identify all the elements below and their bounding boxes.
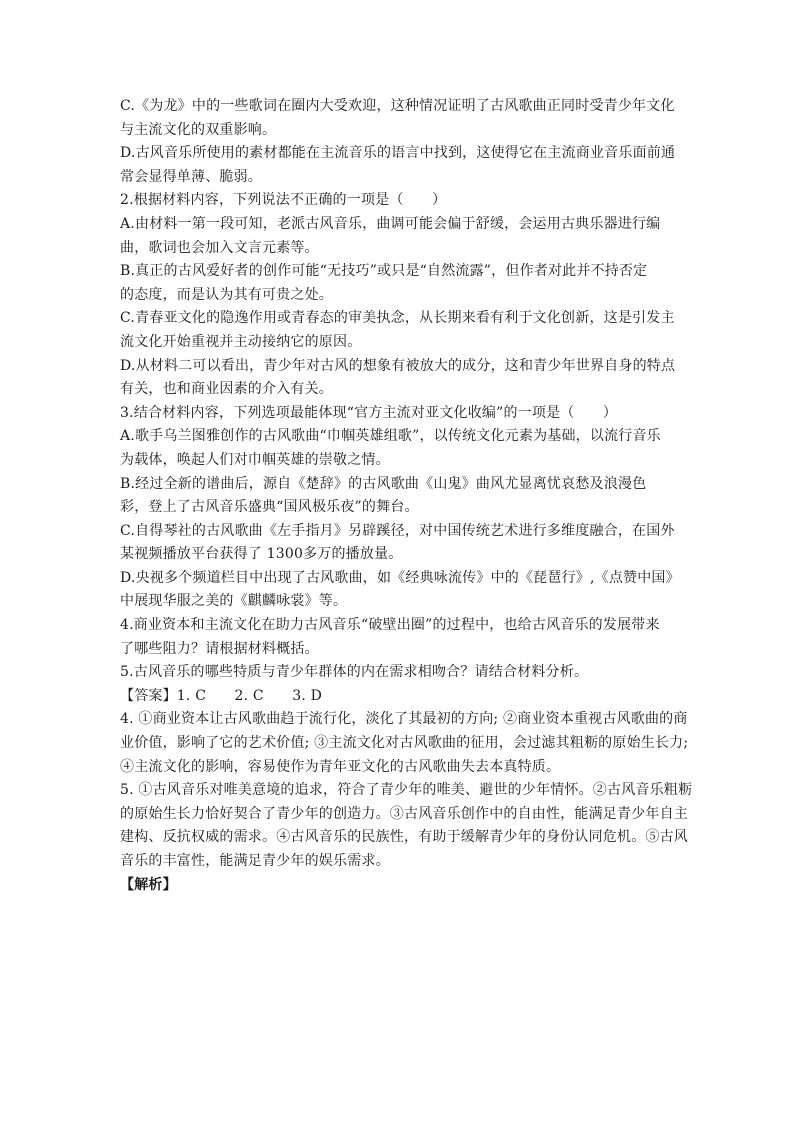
option-d-line-2: 常会显得单薄、脆弱。 [120,168,262,185]
q3-option-a-line-2: 为载体，唤起人们对巾帼英雄的崇敬之情。 [120,451,390,468]
option-c-line-2: 与主流文化的双重影响。 [120,121,277,138]
question-4-line-1: 4.商业资本和主流文化在助力古风音乐“破壁出圈”的过程中，也给古风音乐的发展带来 [120,617,660,634]
question-3: 3.结合材料内容，下列选项最能体现“官方主流对亚文化收编”的一项是（ ） [120,404,618,421]
answer-4-line-3: ④主流文化的影响，容易使作为青年亚文化的古风歌曲失去本真特质。 [120,758,561,775]
answer-5-line-1: 5. ①古风音乐对唯美意境的追求，符合了青少年的唯美、避世的少年情怀。②古风音乐粗粝 [120,782,693,799]
answer-5-line-2: 的原始生长力恰好契合了青少年的创造力。③古风音乐创作中的自由性，能满足青少年自主 [120,805,688,822]
q3-option-b-line-2: 彩，登上了古风音乐盛典“国风极乐夜”的舞台。 [120,499,419,516]
q3-option-d-line-1: D.央视多个频道栏目中出现了古风歌曲，如《经典咏流传》中的《琵琶行》,《点赞中国》 [120,569,680,586]
answer-5-line-4: 音乐的丰富性，能满足青少年的娱乐需求。 [120,853,390,869]
document-body [120,95,693,897]
answer-5-line-3: 建构、反抗权威的需求。④古风音乐的民族性，有助于缓解青少年的身份认同危机。⑤古风 [120,829,688,846]
q2-option-c-line-1: C.青春亚文化的隐逸作用或青春态的审美执念，从长期来看有利于文化创新，这是引发主 [120,310,675,327]
q3-option-c-line-2: 某视频播放平台获得了 1300多万的播放量。 [120,546,403,563]
question-5: 5.古风音乐的哪些特质与青少年群体的内在需求相吻合？请结合材料分析。 [120,664,589,681]
answer-key: 【答案】1. C 2. C 3. D [120,687,323,704]
q2-option-a-line-2: 曲，歌词也会加入文言元素等。 [120,239,319,256]
q3-option-c-line-1: C.自得琴社的古风歌曲《左手指月》另辟蹊径，对中国传统艺术进行多维度融合，在国外 [120,522,675,539]
analysis-heading: 【解析】 [120,876,177,893]
option-d-line-1: D.古风音乐所使用的素材都能在主流音乐的语言中找到，这使得它在主流商业音乐面前通 [120,145,676,162]
answer-4-line-1: 4. ①商业资本让古风歌曲趋于流行化，淡化了其最初的方向; ②商业资本重视古风歌曲的商 [120,711,688,728]
question-2: 2.根据材料内容，下列说法不正确的一项是（ ） [120,192,447,209]
q2-option-c-line-2: 流文化开始重视并主动接纳它的原因。 [120,333,362,350]
question-4-line-2: 了哪些阻力？请根据材料概括。 [120,640,319,657]
q2-option-d-line-1: D.从材料二可以看出，青少年对古风的想象有被放大的成分，这和青少年世界自身的特点 [120,357,676,374]
option-c-line-1: C.《为龙》中的一些歌词在圈内大受欢迎，这种情况证明了古风歌曲正同时受青少年文化 [120,98,675,114]
q3-option-a-line-1: A.歌手乌兰图雅创作的古风歌曲“巾帼英雄组歌”，以传统文化元素为基础，以流行音乐 [120,428,661,445]
q3-option-d-line-2: 中展现华服之美的《麒麟咏裳》等。 [120,593,348,610]
q2-option-b-line-1: B.真正的古风爱好者的创作可能“无技巧”或只是“自然流露”，但作者对此并不持否定 [120,263,648,280]
q2-option-a-line-1: A.由材料一第一段可知，老派古风音乐，曲调可能会偏于舒缓，会运用古典乐器进行编 [120,215,661,232]
q2-option-d-line-2: 有关，也和商业因素的介入有关。 [120,381,333,398]
q2-option-b-line-2: 的态度，而是认为其有可贵之处。 [120,286,333,303]
answer-4-line-2: 业价值，影响了它的艺术价值; ③主流文化对古风歌曲的征用，会过滤其粗粝的原始生长力; [120,735,689,752]
q3-option-b-line-1: B.经过全新的谱曲后，源自《楚辞》的古风歌曲《山鬼》曲风尤显离忧哀愁及浪漫色 [120,475,647,492]
